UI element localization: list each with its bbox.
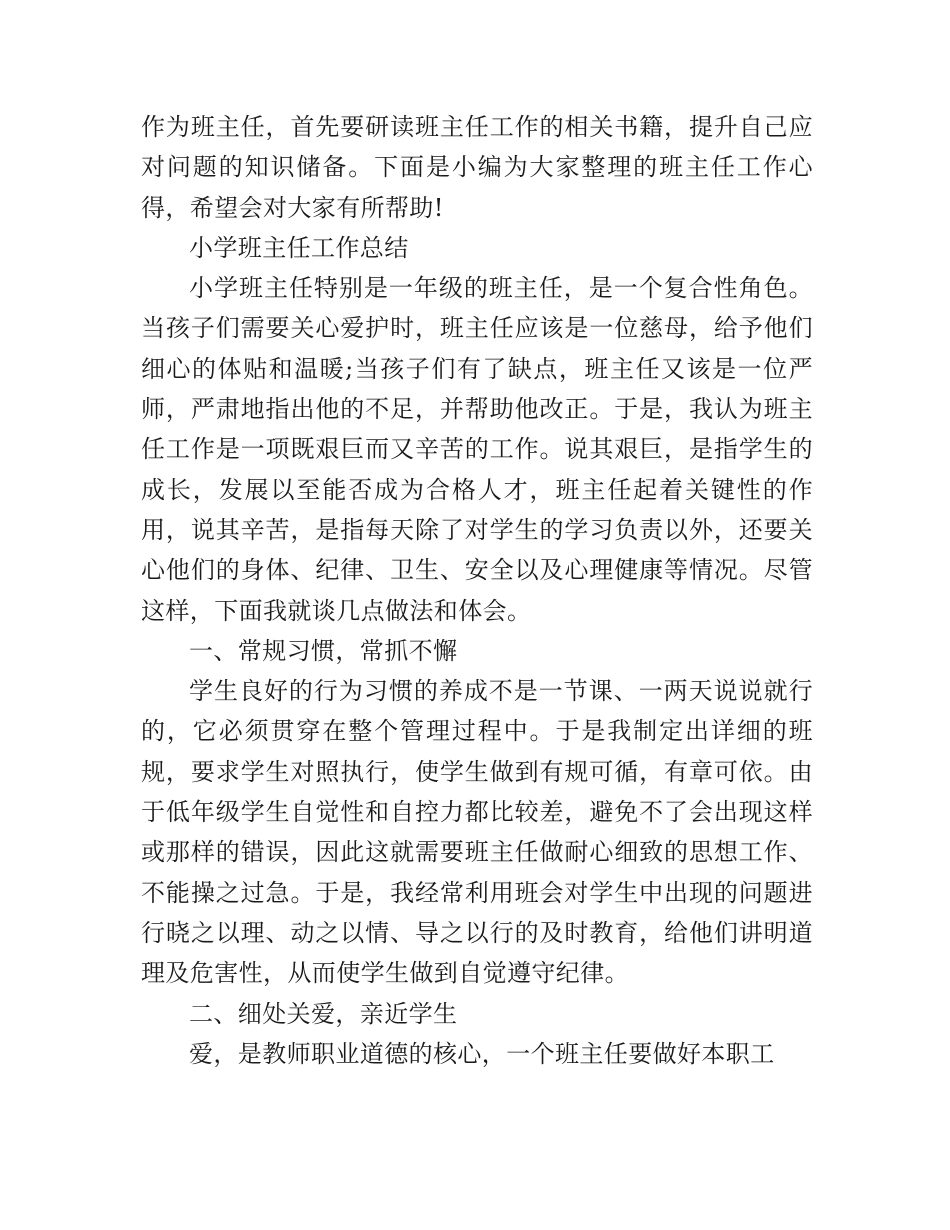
section-title: 小学班主任工作总结 <box>189 233 409 262</box>
intro-paragraph: 作为班主任，首先要研读班主任工作的相关书籍，提升自己应对问题的知识储备。下面是小编为大家整理的班主任工作心得，希望会对大家有所帮助! <box>141 113 813 222</box>
section-heading-1: 一、常规习惯，常抓不懈 <box>189 636 458 665</box>
section-heading-2: 二、细处关爱，亲近学生 <box>189 999 458 1028</box>
body-paragraph: 学生良好的行为习惯的养成不是一节课、一两天说说就行的，它必须贯穿在整个管理过程中。于是我制定出详细的班规，要求学生对照执行，使学生做到有规可循，有章可依。由于低年级学生自觉性和自控力都比较差，避免不了会出现这样或那样的错误，因此这就需要班主任做耐心细致的思想工作、不能操之过急。于是，我经常利用班会对学生中出现的问题进行晓之以理、动之以情、导之以行的及时教育，给他们讲明道理及危害性，从而使学生做到自觉遵守纪律。 <box>141 677 813 988</box>
document-body <box>141 107 813 1074</box>
body-paragraph: 小学班主任特别是一年级的班主任，是一个复合性角色。当孩子们需要关心爱护时，班主任应该是一位慈母，给予他们细心的体贴和温暖;当孩子们有了缺点，班主任又该是一位严师，严肃地指出他的不足，并帮助他改正。于是，我认为班主任工作是一项既艰巨而又辛苦的工作。说其艰巨，是指学生的成长，发展以至能否成为合格人才，班主任起着关键性的作用，说其辛苦，是指每天除了对学生的学习负责以外，还要关心他们的身体、纪律、卫生、安全以及心理健康等情况。尽管这样，下面我就谈几点做法和体会。 <box>141 274 813 625</box>
body-paragraph: 爱，是教师职业道德的核心，一个班主任要做好本职工 <box>189 1039 775 1068</box>
